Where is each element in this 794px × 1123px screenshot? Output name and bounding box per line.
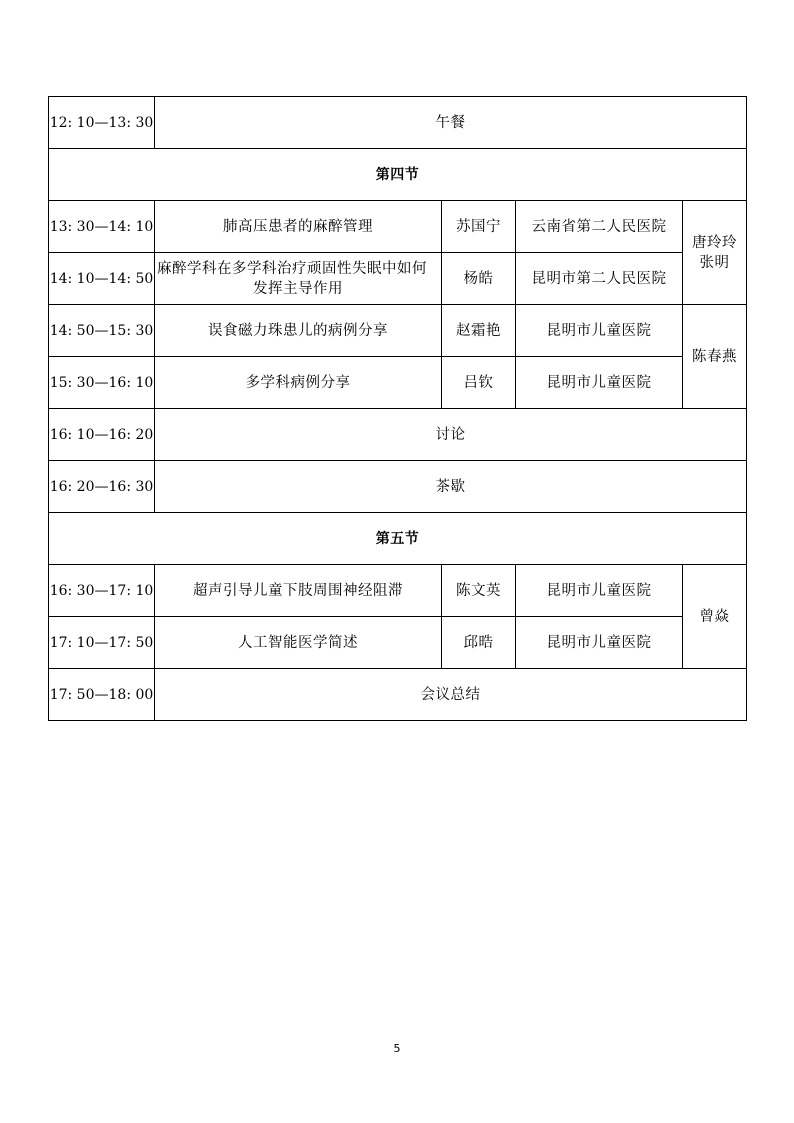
topic-cell — [155, 253, 442, 305]
agenda-table — [48, 96, 747, 721]
organization-cell: 昆明市儿童医院 — [516, 305, 683, 357]
topic-cell: 超声引导儿童下肢周围神经阻滞 — [155, 565, 442, 617]
time-cell: 12: 10—13: 30 — [49, 97, 155, 149]
chair-name: 唐玲玲 — [692, 234, 737, 251]
table-row — [49, 461, 747, 513]
topic-cell: 肺高压患者的麻醉管理 — [155, 201, 442, 253]
topic-cell: 多学科病例分享 — [155, 357, 442, 409]
page-number: 5 — [393, 1042, 401, 1055]
organization-cell: 昆明市儿童医院 — [516, 357, 683, 409]
speaker-cell: 杨皓 — [442, 253, 516, 305]
time-cell: 16: 10—16: 20 — [49, 409, 155, 461]
chair-cell — [683, 201, 747, 305]
session-label: 茶歇 — [155, 461, 747, 513]
table-row — [49, 253, 747, 305]
section-header-row — [49, 149, 747, 201]
speaker-cell: 苏国宁 — [442, 201, 516, 253]
section-title: 第四节 — [49, 149, 747, 201]
table-row — [49, 617, 747, 669]
table-row — [49, 305, 747, 357]
organization-cell: 昆明市儿童医院 — [516, 617, 683, 669]
speaker-cell: 陈文英 — [442, 565, 516, 617]
chair-cell: 曾焱 — [683, 565, 747, 669]
chair-cell: 陈春燕 — [683, 305, 747, 409]
time-cell: 16: 20—16: 30 — [49, 461, 155, 513]
table-row — [49, 97, 747, 149]
table-row — [49, 669, 747, 721]
time-cell: 14: 50—15: 30 — [49, 305, 155, 357]
session-label: 午餐 — [155, 97, 747, 149]
topic-line: 麻醉学科在多学科治疗顽固性失眠中如何 — [157, 260, 427, 277]
speaker-cell: 邱晧 — [442, 617, 516, 669]
session-label: 讨论 — [155, 409, 747, 461]
topic-cell: 误食磁力珠患儿的病例分享 — [155, 305, 442, 357]
speaker-cell: 吕钦 — [442, 357, 516, 409]
section-header-row — [49, 513, 747, 565]
time-cell: 13: 30—14: 10 — [49, 201, 155, 253]
time-cell: 14: 10—14: 50 — [49, 253, 155, 305]
topic-line: 发挥主导作用 — [253, 280, 343, 297]
time-cell: 16: 30—17: 10 — [49, 565, 155, 617]
session-label: 会议总结 — [155, 669, 747, 721]
section-title: 第五节 — [49, 513, 747, 565]
topic-cell: 人工智能医学简述 — [155, 617, 442, 669]
table-row — [49, 357, 747, 409]
table-row — [49, 565, 747, 617]
time-cell: 17: 50—18: 00 — [49, 669, 155, 721]
chair-name: 张明 — [699, 254, 730, 271]
speaker-cell: 赵霜艳 — [442, 305, 516, 357]
time-cell: 17: 10—17: 50 — [49, 617, 155, 669]
organization-cell: 昆明市第二人民医院 — [516, 253, 683, 305]
organization-cell: 云南省第二人民医院 — [516, 201, 683, 253]
table-row — [49, 201, 747, 253]
time-cell: 15: 30—16: 10 — [49, 357, 155, 409]
organization-cell: 昆明市儿童医院 — [516, 565, 683, 617]
table-row — [49, 409, 747, 461]
